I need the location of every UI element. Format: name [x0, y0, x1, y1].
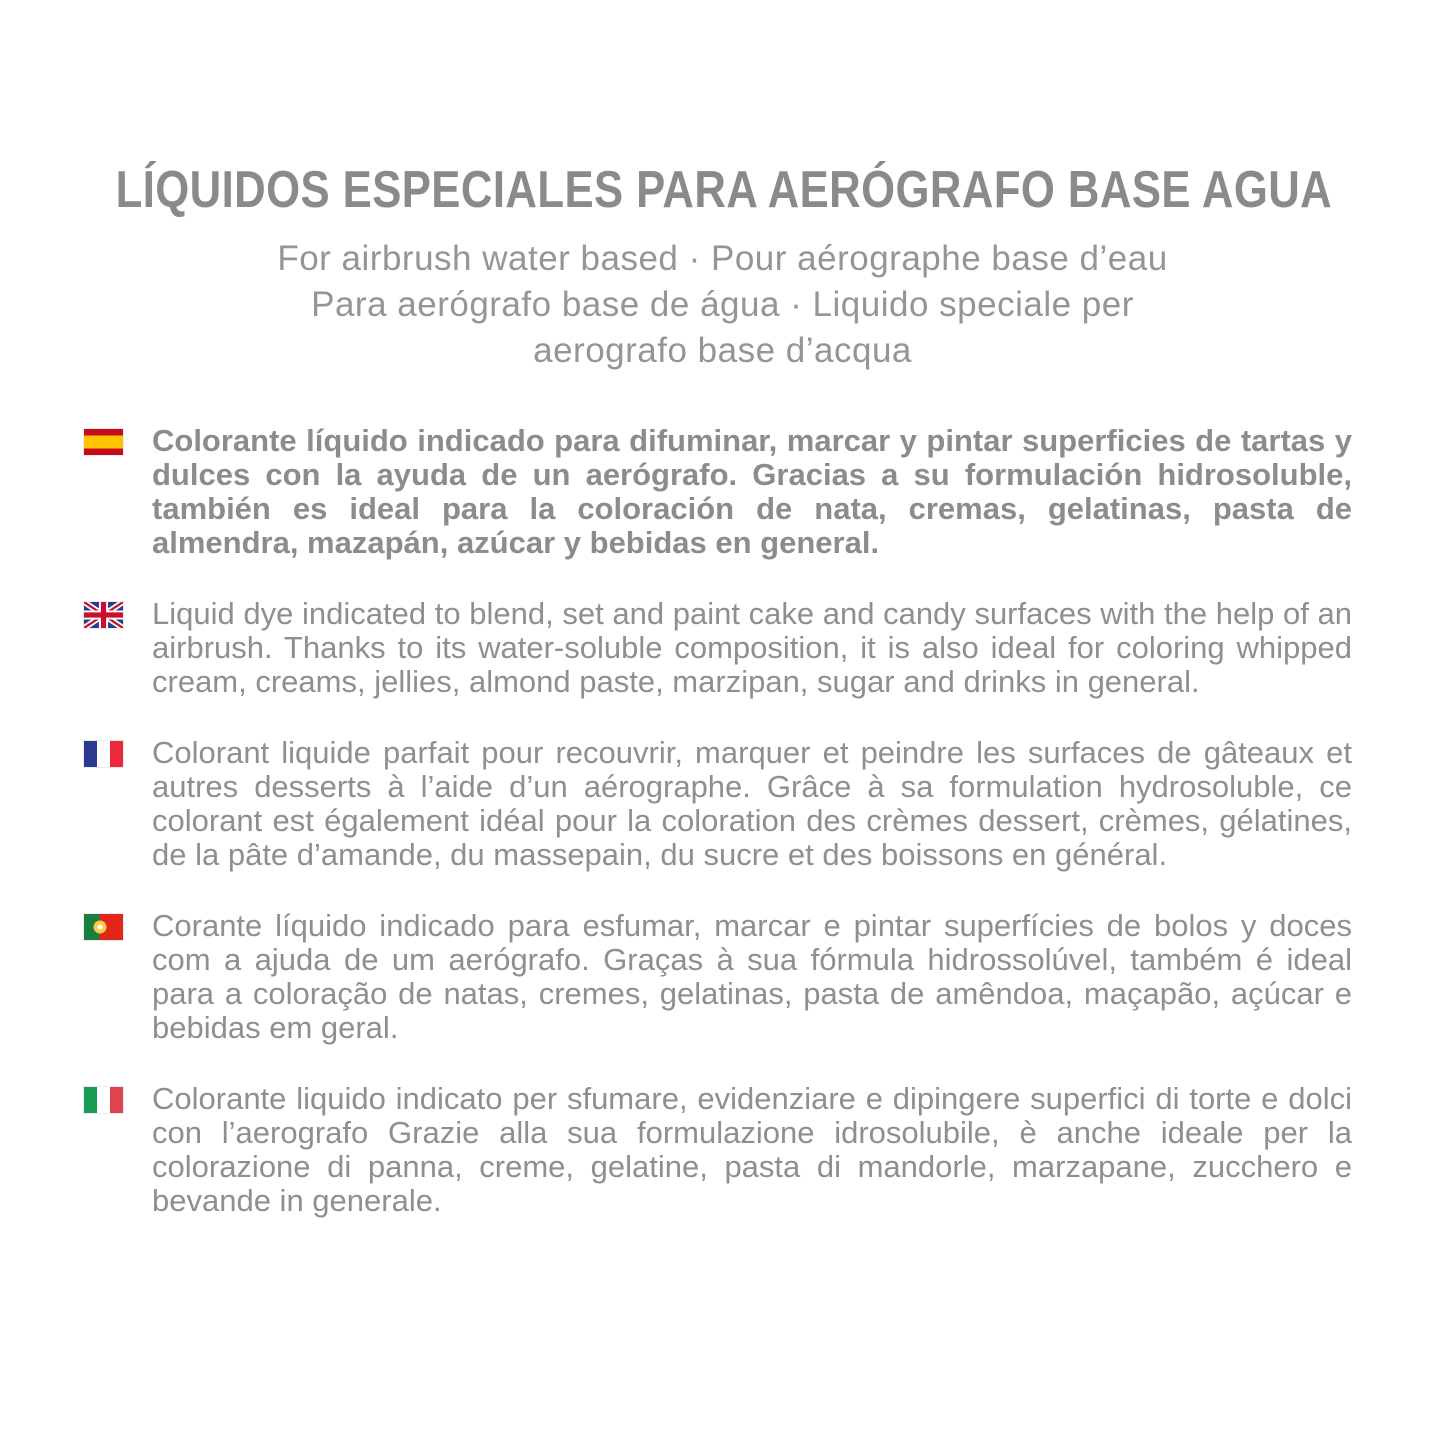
paragraph-english — [84, 597, 1352, 699]
subtitle-line-3: aerografo base d’acqua — [533, 331, 912, 370]
page-title: LÍQUIDOS ESPECIALES PARA AERÓGRAFO BASE AGUA — [115, 161, 1333, 219]
subtitle-line-1: For airbrush water based · Pour aérographe base d’eau — [277, 239, 1168, 278]
paragraph-italian — [84, 1082, 1352, 1218]
page-subtitle — [0, 236, 1445, 374]
portugal-flag-icon — [84, 914, 123, 940]
paragraph-italian-text: Colorante liquido indicato per sfumare, evidenziare e dipingere superfici di torte e dolci con l’aerografo Grazie alla sua formulazione idrosolubile, è anche ideale per la colorazione di panna, creme, gelatine, pasta di mandorle, marzapane, zucchero e bevande in generale. — [152, 1081, 1352, 1218]
paragraph-portuguese-text: Corante líquido indicado para esfumar, marcar e pintar superfícies de bolos y doces com a ajuda de um aerógrafo. Graças à sua fórmula hidrossolúvel, também é ideal para a coloração de natas, cremes, gelatinas, pasta de amêndoa, maçapão, açúcar e bebidas em geral. — [152, 908, 1352, 1045]
description-paragraphs — [84, 424, 1352, 1255]
portugal-emblem-icon — [93, 921, 106, 934]
uk-flag-icon — [84, 602, 123, 628]
subtitle-line-2: Para aerógrafo base de água · Liquido speciale per — [311, 285, 1134, 324]
paragraph-spanish-text: Colorante líquido indicado para difuminar, marcar y pintar superficies de tartas y dulces con la ayuda de un aerógrafo. Gracias a su formulación hidrosoluble, también es ideal para la coloración de nata, cremas, gelatinas, pasta de almendra, mazapán, azúcar y bebidas en general. — [152, 423, 1352, 560]
italy-flag-icon — [84, 1087, 123, 1113]
paragraph-spanish — [84, 424, 1352, 560]
paragraph-french — [84, 736, 1352, 872]
paragraph-english-text: Liquid dye indicated to blend, set and paint cake and candy surfaces with the help of an airbrush. Thanks to its water-soluble composition, it is also ideal for coloring whipped cream, creams, jellies, almond paste, marzipan, sugar and drinks in general. — [152, 596, 1352, 699]
spain-flag-icon — [84, 429, 123, 455]
paragraph-portuguese — [84, 909, 1352, 1045]
paragraph-french-text: Colorant liquide parfait pour recouvrir, marquer et peindre les surfaces de gâteaux et autres desserts à l’aide d’un aérographe. Grâce à sa formulation hydrosoluble, ce colorant est également idéal pour la coloration des crèmes dessert, crèmes, gélatines, de la pâte d’amande, du massepain, du sucre et des boissons en général. — [152, 735, 1352, 872]
france-flag-icon — [84, 741, 123, 767]
